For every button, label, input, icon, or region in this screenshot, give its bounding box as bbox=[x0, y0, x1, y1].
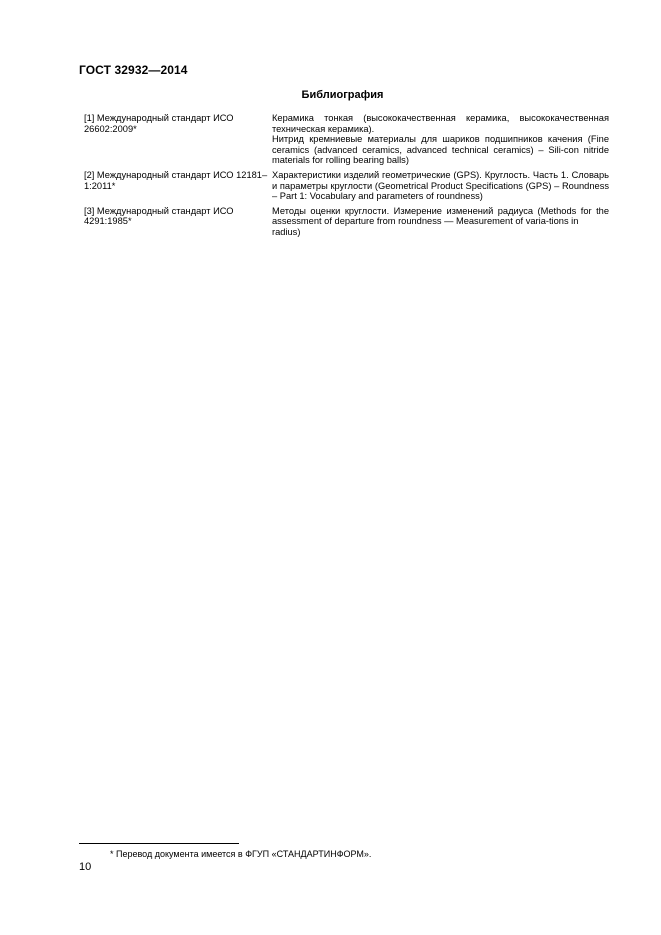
bibliography-entry bbox=[84, 113, 609, 166]
entry-description-line: Характеристики изделий геометрические (GPS). Круглость. Часть 1. Словарь и параметры круглости (Geometrical Product Specifications (GPS) – Roundness – Part 1: Vocabulary and parameters of roundness) bbox=[272, 169, 609, 202]
entry-reference: [3] Международный стандарт ИСО 4291:1985* bbox=[84, 205, 234, 227]
footnote: * Перевод документа имеется в ФГУП «СТАНДАРТИНФОРМ». bbox=[110, 849, 372, 859]
entry-reference: [2] Международный стандарт ИСО 12181–1:2011* bbox=[84, 169, 268, 191]
bibliography-entry bbox=[84, 170, 609, 202]
entry-description bbox=[272, 170, 609, 202]
page-number: 10 bbox=[79, 861, 92, 873]
document-code: ГОСТ 32932—2014 bbox=[79, 63, 188, 77]
entry-description bbox=[272, 206, 609, 238]
entry-description-line: radius) bbox=[272, 226, 301, 237]
entry-description-line: Керамика тонкая (высококачественная керамика, высококачественная техническая керамика). bbox=[272, 113, 609, 134]
bibliography-list bbox=[84, 113, 609, 242]
footnote-separator bbox=[79, 843, 239, 844]
bibliography-entry bbox=[84, 206, 609, 238]
entry-reference: [1] Международный стандарт ИСО 26602:2009* bbox=[84, 113, 234, 134]
section-title: Библиография bbox=[301, 89, 384, 101]
entry-description-line: Нитрид кремниевые материалы для шариков подшипников качения (Fine ceramics (advanced ceramics, advanced technical ceramics) – Sili-con nitride materials for rolling bearing balls) bbox=[272, 134, 609, 166]
entry-description bbox=[272, 113, 609, 166]
entry-description-line: Методы оценки круглости. Измерение изменений радиуса (Methods for the assessment of departure from roundness — Measurement of varia-tions in bbox=[272, 205, 609, 227]
